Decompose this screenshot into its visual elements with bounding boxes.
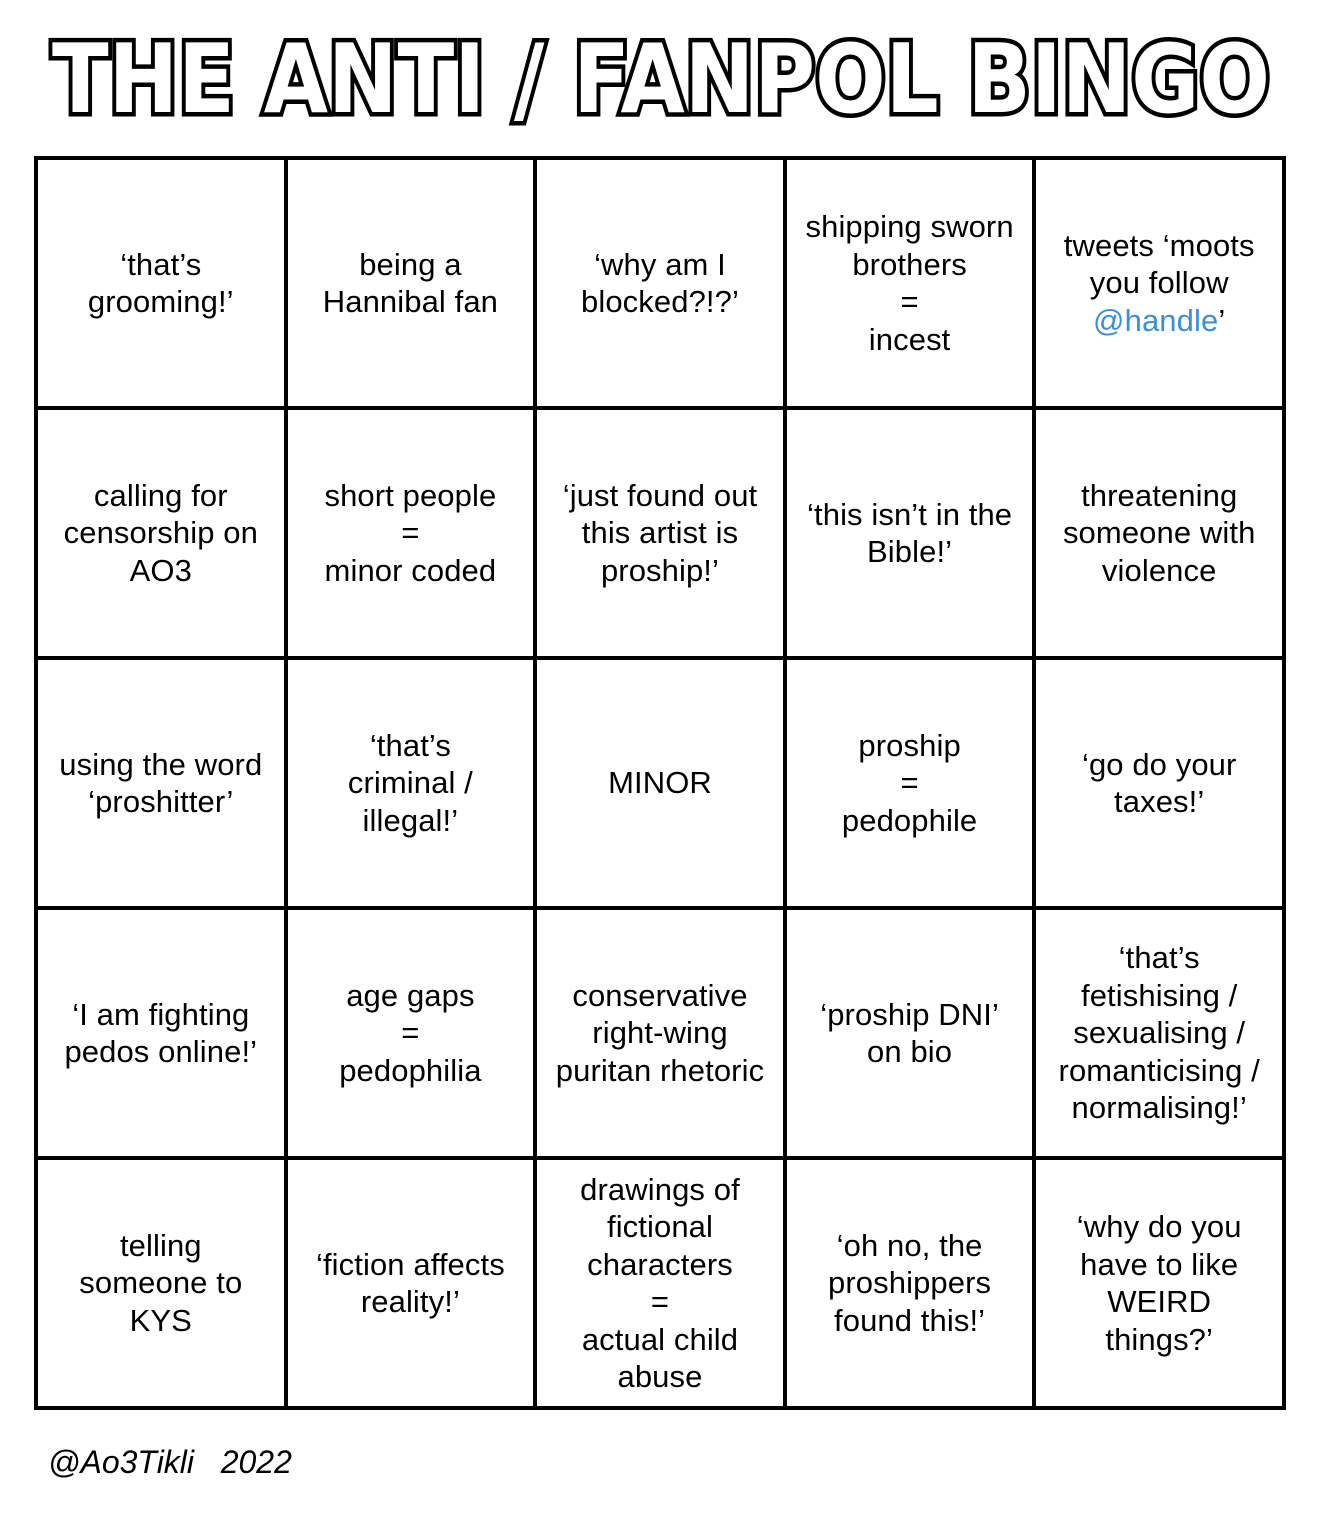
bingo-cell-r3-c5	[1036, 660, 1282, 906]
bingo-cell-r2-c2	[288, 410, 534, 656]
bingo-cell-text: ‘this isn’t in the Bible!’	[807, 496, 1013, 569]
title-graphic	[0, 16, 1322, 136]
bingo-cell-text: ‘oh no, the proshippers found this!’	[828, 1227, 992, 1338]
bingo-cell-r4-c4	[787, 910, 1033, 1156]
bingo-cell-text: calling for censorship on AO3	[63, 477, 258, 588]
bingo-cell-text: ‘why am I blocked?!?’	[581, 246, 739, 319]
bingo-cell-r1-c4	[787, 160, 1033, 406]
bingo-cell-r1-c5	[1036, 160, 1282, 406]
bingo-cell-r3-c1	[38, 660, 284, 906]
bingo-cell-text: telling someone to KYS	[79, 1227, 243, 1338]
bingo-cell-text: threatening someone with violence	[1062, 477, 1256, 588]
bingo-cell-r5-c2	[288, 1160, 534, 1406]
bingo-cell-text	[1064, 227, 1255, 340]
bingo-cell-r5-c3	[537, 1160, 783, 1406]
bingo-cell-r3-c2	[288, 660, 534, 906]
bingo-cell-r2-c4	[787, 410, 1033, 656]
bingo-cell-r5-c1	[38, 1160, 284, 1406]
bingo-cell-r1-c3	[537, 160, 783, 406]
bingo-cell-text: being a Hannibal fan	[322, 246, 499, 319]
bingo-cell-text: ‘go do your taxes!’	[1081, 746, 1237, 819]
bingo-cell-text: ‘proship DNI’ on bio	[820, 996, 999, 1069]
bingo-cell-r2-c5	[1036, 410, 1282, 656]
handle-link[interactable]: @handle	[1093, 302, 1219, 338]
bingo-cell-text: ‘I am fighting pedos online!’	[64, 996, 258, 1069]
bingo-cell-text: short people = minor coded	[324, 477, 497, 588]
bingo-cell-text: ‘that’s fetishising / sexualising / romanticising / normalising!’	[1058, 940, 1260, 1126]
bingo-cell-text: proship = pedophile	[841, 727, 978, 838]
bingo-cell-r1-c1	[38, 160, 284, 406]
bingo-cell-r4-c3	[537, 910, 783, 1156]
bingo-cell-r4-c1	[38, 910, 284, 1156]
bingo-cell-r1-c2	[288, 160, 534, 406]
bingo-cell-r3-c3	[537, 660, 783, 906]
bingo-cell-text: conservative right-wing puritan rhetoric	[555, 977, 765, 1088]
bingo-cell-r3-c4	[787, 660, 1033, 906]
bingo-cell-text: shipping sworn brothers = incest	[805, 209, 1014, 357]
footer-credit: @Ao3Tikli 2022	[48, 1444, 292, 1480]
bingo-cell-r4-c5	[1036, 910, 1282, 1156]
bingo-cell-text: ‘just found out this artist is proship!’	[562, 477, 758, 588]
bingo-cell-text: using the word ‘proshitter’	[59, 746, 263, 819]
bingo-cell-text: ‘why do you have to like WEIRD things?’	[1076, 1209, 1242, 1357]
bingo-cell-text-before: tweets ‘moots you follow	[1063, 227, 1255, 301]
bingo-cell-text-after: ’	[1218, 302, 1226, 338]
bingo-cell-text: drawings of fictional characters = actual child abuse	[580, 1171, 740, 1394]
bingo-cell-r5-c5	[1036, 1160, 1282, 1406]
bingo-card	[34, 156, 1286, 1410]
bingo-cell-r4-c2	[288, 910, 534, 1156]
bingo-cell-r2-c3	[537, 410, 783, 656]
bingo-cell-text: age gaps = pedophilia	[339, 977, 482, 1088]
title-text: THE ANTI / FANPOL BINGO	[52, 25, 1270, 135]
bingo-cell-text: ‘that’s criminal / illegal!’	[347, 727, 473, 838]
bingo-cell-text: MINOR	[608, 765, 712, 801]
page-title	[0, 16, 1322, 136]
bingo-cell-r2-c1	[38, 410, 284, 656]
bingo-cell-r5-c4	[787, 1160, 1033, 1406]
bingo-cell-text: ‘fiction affects reality!’	[315, 1246, 505, 1319]
bingo-cell-text: ‘that’s grooming!’	[87, 246, 234, 319]
